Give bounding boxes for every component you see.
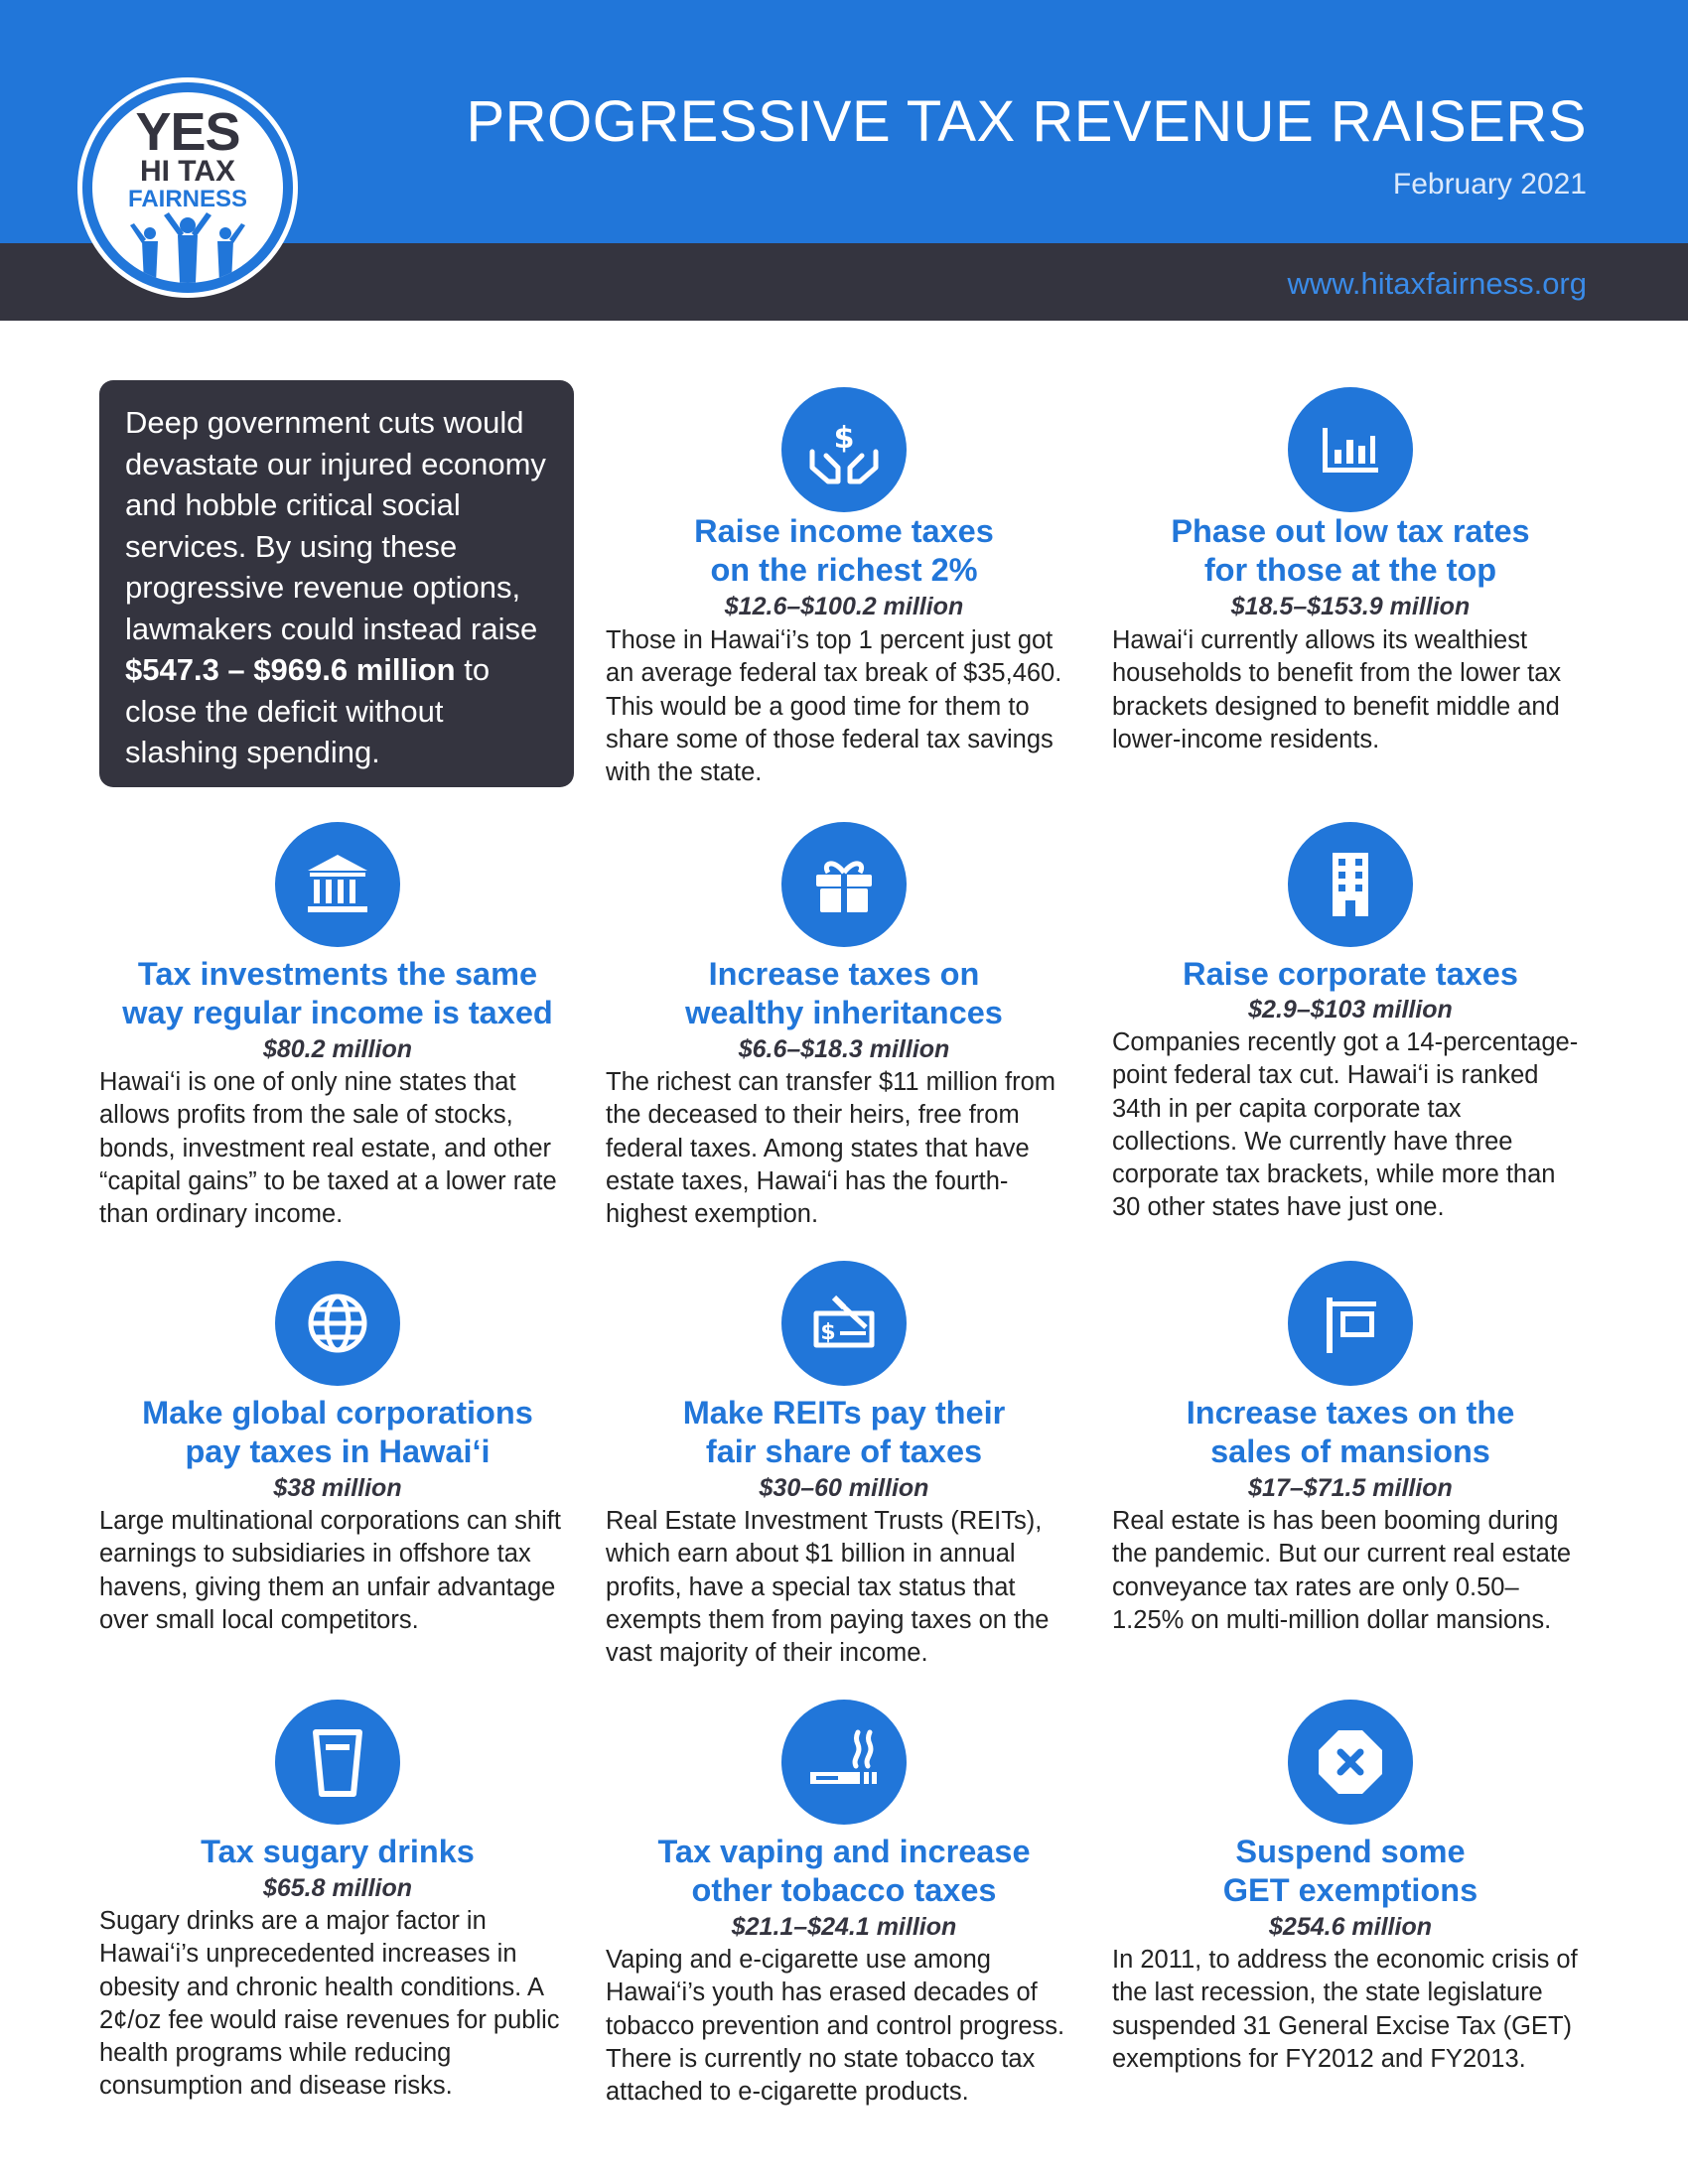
globe-icon — [275, 1261, 400, 1386]
card-sugary-drinks — [99, 1700, 576, 2116]
card-amount: $38 million — [273, 1474, 402, 1502]
svg-text:$: $ — [833, 421, 855, 456]
card-raise-corporate-taxes — [1112, 822, 1589, 1239]
intro-revenue-range: $547.3 – $969.6 million — [125, 652, 456, 687]
card-body: Companies recently got a 14-percentage-point federal tax cut. Hawaiʻi is ranked 34th in per capita corporate tax collections. We currently have three corporate tax brackets, while more than 30 other states have just one. — [1112, 1028, 1579, 1222]
intro-text-end: to close the deficit without slashing spending. — [125, 652, 491, 769]
card-body: Sugary drinks are a major factor in Hawaiʻi’s unprecedented increases in obesity and chronic health conditions. A 2¢/oz fee would raise revenues for public health programs while reducing consumption and disease risks. — [99, 1907, 560, 2101]
card-amount: $18.5–$153.9 million — [1230, 593, 1471, 620]
card-amount: $65.8 million — [262, 1874, 413, 1902]
card-body: The richest can transfer $11 million from the deceased to their heirs, free from federal taxes. Among states that have estate taxes, Hawaiʻi has the fourth-highest exemption. — [606, 1068, 1056, 1229]
card-body: Vaping and e-cigarette use among Hawaiʻi’s youth has erased decades of tobacco prevention and control progress. There is currently no state tobacco tax attached to e-cigarette products. — [606, 1946, 1065, 2107]
card-body: Hawaiʻi is one of only nine states that allows profits from the sale of stocks, bonds, investment real estate, and other “capital gains” to be taxed at a lower rate than ordinary income. — [99, 1068, 557, 1229]
card-body: Real estate is has been booming during the pandemic. But our current real estate conveyance tax rates are only 0.50–1.25% on multi-million dollar mansions. — [1112, 1507, 1572, 1634]
card-amount: $17–$71.5 million — [1248, 1474, 1453, 1502]
card-title: Tax vaping and increase other tobacco taxes — [657, 1834, 1031, 1908]
card-body: In 2011, to address the economic crisis of the last recession, the state legislature suspended 31 General Excise Tax (GET) exemptions for FY2012 and FY2013. — [1112, 1946, 1578, 2073]
card-body: Large multinational corporations can shift earnings to subsidiaries in offshore tax havens, giving them an unfair advantage over small local competitors. — [99, 1507, 561, 1634]
card-title: Tax investments the same way regular income is taxed — [122, 956, 553, 1030]
office-building-icon — [1288, 822, 1413, 947]
drink-cup-icon — [275, 1700, 400, 1825]
card-title: Phase out low tax rates for those at the top — [1171, 513, 1530, 588]
gift-icon — [781, 822, 907, 947]
card-raise-income-taxes — [606, 387, 1082, 794]
stop-x-icon — [1288, 1700, 1413, 1825]
logo-yes-text: YES — [135, 102, 240, 162]
logo-hitax-text: HI TAX — [139, 155, 236, 188]
card-amount: $80.2 million — [262, 1035, 413, 1063]
card-body: Real Estate Investment Trusts (REITs), which earn about $1 billion in annual profits, have a special tax status that exempts them from paying taxes on the vast majority of their income. — [606, 1507, 1050, 1668]
card-get-exemptions — [1112, 1700, 1589, 2116]
card-title: Make global corporations pay taxes in Hawaiʻi — [142, 1395, 533, 1469]
card-increase-inheritance-taxes — [606, 822, 1082, 1239]
website-link[interactable]: www.hitaxfairness.org — [1287, 266, 1587, 301]
card-title: Raise income taxes on the richest 2% — [694, 513, 994, 588]
card-amount: $2.9–$103 million — [1248, 996, 1453, 1024]
card-reits — [606, 1261, 1082, 1678]
people-cheering-icon — [128, 211, 247, 283]
bar-chart-icon — [1288, 387, 1413, 512]
bank-icon — [275, 822, 400, 947]
card-body: Hawaiʻi currently allows its wealthiest households to benefit from the lower tax brackets designed to benefit middle and lower-income residents. — [1112, 626, 1562, 753]
card-amount: $6.6–$18.3 million — [738, 1035, 950, 1063]
yes-hi-tax-fairness-logo — [77, 77, 298, 298]
card-amount: $30–60 million — [759, 1474, 929, 1502]
money-hands-icon — [781, 387, 907, 512]
card-mansion-sales — [1112, 1261, 1589, 1678]
card-amount: $254.6 million — [1269, 1913, 1432, 1941]
card-amount: $21.1–$24.1 million — [731, 1913, 957, 1941]
sign-post-icon — [1288, 1261, 1413, 1386]
card-tax-investments — [99, 822, 576, 1239]
svg-text:$: $ — [820, 1320, 836, 1345]
intro-text: Deep government cuts would devastate our injured economy and hobble critical social services. By using these progressive revenue options, lawmakers could instead raise — [125, 405, 546, 646]
card-title: Increase taxes on wealthy inheritances — [685, 956, 1003, 1030]
intro-box — [99, 380, 574, 787]
publication-date: February 2021 — [1392, 168, 1587, 201]
card-global-corporations — [99, 1261, 576, 1678]
card-title: Increase taxes on the sales of mansions — [1186, 1395, 1515, 1469]
cigarette-icon — [781, 1700, 907, 1825]
card-body: Those in Hawaiʻi’s top 1 percent just got an average federal tax break of $35,460. This would be a good time for them to share some of those federal tax savings with the state. — [606, 626, 1062, 787]
card-title: Suspend some GET exemptions — [1222, 1834, 1478, 1908]
check-pen-icon — [781, 1261, 907, 1386]
page-title: PROGRESSIVE TAX REVENUE RAISERS — [466, 89, 1587, 154]
card-title: Tax sugary drinks — [201, 1834, 475, 1869]
logo-fairness-text: FAIRNESS — [127, 186, 248, 212]
card-phase-out-low-rates — [1112, 387, 1589, 794]
card-title: Raise corporate taxes — [1183, 956, 1518, 992]
card-title: Make REITs pay their fair share of taxes — [682, 1395, 1006, 1469]
card-amount: $12.6–$100.2 million — [724, 593, 964, 620]
card-vaping-tobacco — [606, 1700, 1082, 2116]
